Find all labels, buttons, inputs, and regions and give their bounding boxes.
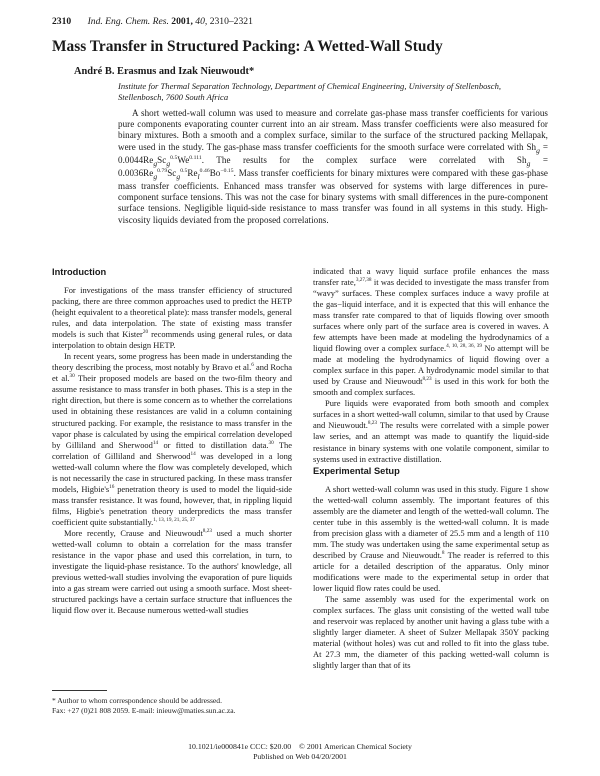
setup-paragraph-2: The same assembly was used for the experimental work on complex surfaces. The glass unit consisting of the wetted wall tube and reservoir was replaced by another unit having a glass tube with a slightly larger diameter. A sheet of Sulzer Mellapak 350Y packing material (without holes) was cut and rolled to fit into the glass tube. At 27.3 mm, the diameter of this packing wetted-wall column is slightly larger than that of its bbox=[313, 594, 549, 671]
right-column bbox=[313, 266, 549, 671]
intro-paragraph-2: In recent years, some progress has been made in understanding the theory describing the process, most notably by Bravo et al.$^6$ and Rocha et al.$^{30}$ Their proposed models are based on the two-film theory and assume resistance to mass transfer in both phases. This is a step in the right direction, but there is some concern as to whether the correlations used in obtaining these resistances are valid in a column containing structured packing. For example, the resistance to mass transfer in the vapor phase is calculated by using the empirical correlation developed by Gilliland and Sherwood$^{14}$ or fitted to distillation data.$^{30}$ The correlation of Gilliland and Sherwood$^{14}$ was developed in a long wetted-wall column where the flow was completely developed, which is not necessarily the case in structured packing. In these mass transfer models, $Higbie's^{16}$ penetration theory is used to model the liquid-side mass transfer resistance. It was found, however, that, in rippling liquid films, Higbie's penetration theory underpredicts the mass transfer coefficient quite substantially.$^{1, 13, 19, 21, 25, 37}$ bbox=[52, 351, 293, 527]
author-list: André B. Erasmus and Izak Nieuwoudt* bbox=[74, 66, 255, 77]
footnote-line-2: Fax: +27 (0)21 808 2059. E-mail: inieuw@maties.sun.ac.za. bbox=[52, 705, 236, 715]
affiliation: Institute for Thermal Separation Technology, Department of Chemical Engineering, University of Stellenbosch, Stellenbosch, 7600 South Africa bbox=[118, 81, 502, 103]
running-header bbox=[52, 16, 548, 27]
published-date: Published on Web 04/20/2001 bbox=[253, 752, 347, 762]
setup-paragraph-1: A short wetted-wall column was used in this study. Figure 1 show the wetted-wall column assembly. The important features of this assembly are the diameter and length of the wetted-wall column. The center tube in this assembly is the wetted-wall column. It is made from precision glass with a diameter of 25.5 mm and a length of 110 mm. The study was undertaken using the same experimental setup as described by Crause and Nieuwoudt.$^8$ The reader is referred to this article for a detailed description of the apparatus. Only minor modifications were made to the experimental setup in order that lower liquid flow rates could be used. bbox=[313, 483, 549, 593]
paper-title: Mass Transfer in Structured Packing: A Wetted-Wall Study bbox=[52, 38, 443, 55]
left-column bbox=[52, 266, 292, 616]
abstract: A short wetted-wall column was used to measure and correlate gas-phase mass transfer coefficients for various pure components evaporating counter current into an air stream. Mass transfer coefficients were also measured for binary mixtures. Both a smooth and a complex surface, similar to the surface of the structured packing Mellapak, were used in the study. The gas-phase mass transfer coefficients for the smooth surface were correlated with $Sh_g = 0.0044Re_gSc_g^{0.5}We^{0.111}$. The results for the complex surface were correlated with $Sh_g = 0.0036Re_g^{0.79}Sc_g^{0.5}Re_l^{0.46}Bo^{-0.15}$. Mass transfer coefficients for binary mixtures were compared with these gas-phase mass transfer coefficients. Enhanced mass transfer was observed for systems with large differences in pure-component surface tensions. This was not the case for binary systems with small differences in the pure-component surface tensions. Negligible liquid-side resistance to mass transfer was found in all systems in this study. High-viscosity liquids deviated from the proposed correlations. bbox=[118, 108, 549, 225]
page-range: 2310–2321 bbox=[209, 16, 253, 27]
intro-paragraph-4: Pure liquids were evaporated from both smooth and complex surfaces in a short wetted-wall column, similar to that used by Crause and Nieuwoudt.$^{8,23}$ The results were correlated with a simple power law series, and an attempt was made to quantify the liquid-side resistance in binary systems with one volatile component, similar to systems used in extractive distillation. bbox=[313, 398, 549, 464]
intro-paragraph-3: More recently, Crause and Nieuwoudt$^{8,23}$ used a much shorter wetted-wall column to obtain a correlation for the mass transfer resistance in the vapor phase and used this correlation, in turn, to investigate the liquid-phase resistance. To the authors' knowledge, all previous wetted-wall studies involving the evaporation of pure liquids into a gas stream were carried out using a smooth surface. Most sheet-structured packings have a certain surface structure that influences the liquid flow over it. Because numerous wetted-wall studies bbox=[52, 527, 292, 616]
intro-paragraph-1: For investigations of the mass transfer efficiency of structured packing, there are three common approaches used to predict the HETP (height equivalent to a theoretical plate): mass transfer models, general rules, and data interpolation. The state of existing mass transfer models is such that Kister$^{20}$ recommends using general rules, or data interpolation to obtain design HETP. bbox=[52, 285, 292, 351]
journal-name: Ind. Eng. Chem. Res. bbox=[87, 16, 169, 27]
correspondence-footnote bbox=[52, 696, 294, 716]
experimental-setup-heading: Experimental Setup bbox=[313, 465, 400, 476]
footnote-line-1: * Author to whom correspondence should be addressed. bbox=[52, 696, 222, 705]
introduction-heading: Introduction bbox=[52, 267, 107, 277]
page-number: 2310 bbox=[52, 16, 72, 27]
intro-paragraph-3-continued: indicated that a wavy liquid surface profile enhances the mass transfer rate,$^{3,27,38}$ it was decided to investigate the mass transfer from “wavy” surfaces. These complex surfaces induce a wavy profile at the gas−liquid interface, and it is expected that this will enhance the mass transfer rate compared to that of liquids flowing over smooth surfaces where only part of the surface area is covered in waves. A few attempts have been made at modeling the hydrodynamics of a liquid flowing over a complex surface.$^{4, 10, 28, 36, 39}$ No attempt will be made at modeling the hydrodynamics of liquid flowing over a complex surface in this paper. A hydrodynamic model similar to that used by Crause and Nieuwoudt$^{8,23}$ is used in this work for both the smooth and complex surfaces. bbox=[313, 266, 549, 398]
journal-year: 2001, bbox=[171, 16, 193, 27]
journal-volume: 40, bbox=[195, 16, 208, 27]
footnote-rule bbox=[52, 690, 107, 691]
publication-footer bbox=[52, 742, 548, 762]
doi-line: 10.1021/ie000841e CCC: $20.00 © 2001 American Chemical Society bbox=[188, 742, 412, 751]
